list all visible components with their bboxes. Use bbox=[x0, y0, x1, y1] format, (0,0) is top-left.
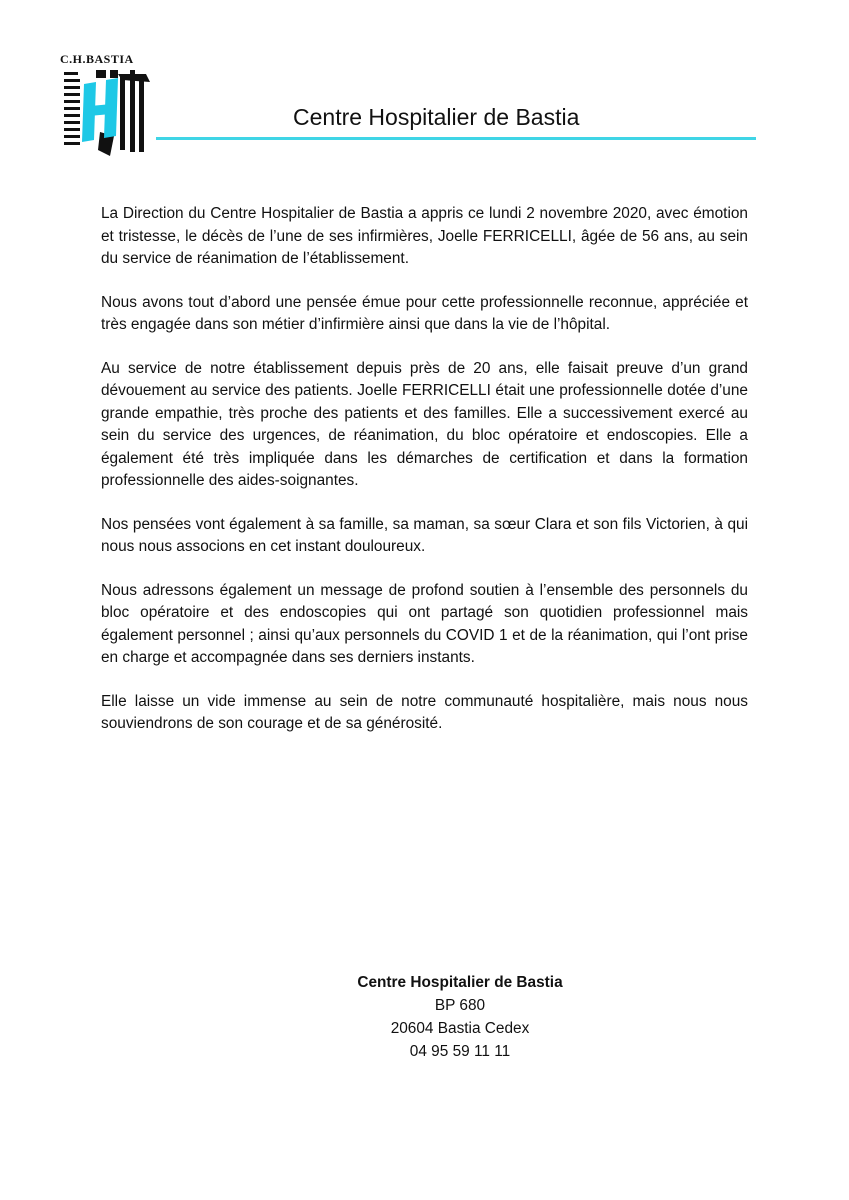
paragraph: Elle laisse un vide immense au sein de notre communauté hospitalière, mais nous nous souviendrons de son courage et de sa générosité. bbox=[101, 692, 748, 732]
signature-phone: 04 95 59 11 11 bbox=[409, 1043, 511, 1060]
logo-label: C.H.BASTIA bbox=[60, 52, 134, 66]
signature-city: 20604 Bastia Cedex bbox=[390, 1020, 530, 1037]
header-divider bbox=[156, 137, 756, 140]
paragraph: Nous adressons également un message de profond soutien à l’ensemble des personnels du bloc opératoire et des endoscopies qui ont partagé son quotidien professionnel mais également personnel ; ainsi qu’aux personnels du COVID 1 et de la réanimation, qui l’ont prise en charge et accompagnée dans ses derniers instants. bbox=[101, 581, 748, 666]
paragraph: La Direction du Centre Hospitalier de Bastia a appris ce lundi 2 novembre 2020, avec émotion et tristesse, le décès de l’une de ses infirmières, Joelle FERRICELLI, âgée de 56 ans, au sein du service de réanimation de l’établissement. bbox=[101, 205, 748, 267]
paragraph: Au service de notre établissement depuis près de 20 ans, elle faisait preuve d’un grand dévouement au service des patients. Joelle FERRICELLI était une professionnelle dotée d’une grande empathie, très proche des patients et des familles. Elle a successivement exercé au sein du service des urgences, de réanimation, du bloc opératoire et endoscopies. Elle a également été très impliquée dans les démarches de certification et dans la formation professionnelle des aides-soignantes. bbox=[101, 359, 748, 489]
hospital-tower-h-logo-icon bbox=[60, 70, 152, 156]
signature-name: Centre Hospitalier de Bastia bbox=[357, 974, 563, 991]
signature-po-box: BP 680 bbox=[434, 997, 486, 1014]
letter-body bbox=[101, 203, 748, 757]
page-title: Centre Hospitalier de Bastia bbox=[293, 104, 580, 130]
paragraph: Nous avons tout d’abord une pensée émue pour cette professionnelle reconnue, appréciée et très engagée dans son métier d’infirmière ainsi que dans la vie de l’hôpital. bbox=[101, 293, 748, 333]
paragraph: Nos pensées vont également à sa famille, sa maman, sa sœur Clara et son fils Victorien, à qui nous nous associons en cet instant douloureux. bbox=[101, 515, 748, 555]
signature-block bbox=[330, 971, 590, 1063]
hospital-logo bbox=[60, 52, 152, 156]
